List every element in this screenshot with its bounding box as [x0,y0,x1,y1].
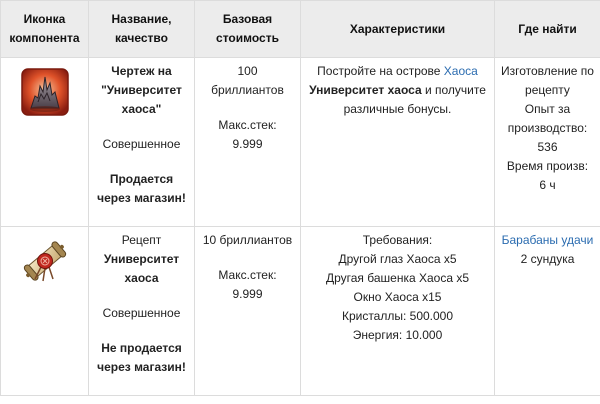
header-where: Где найти [495,1,600,58]
header-name: Название, качество [89,1,195,58]
item-name: Чертеж на "Университет хаоса" [101,64,182,116]
item-name: Университет хаоса [103,252,180,285]
features-cell [301,227,495,396]
where-cell [495,227,600,396]
requirement-item: Энергия: 10.000 [352,328,443,342]
fortune-drums-link[interactable]: Барабаны удачи [501,233,594,247]
header-row [1,1,600,58]
shop-status: Не продается через магазин! [97,341,186,374]
item-type: Рецепт [121,233,162,247]
building-name: Университет хаоса [309,83,422,97]
features-text-end: и получите различные бонусы. [343,83,486,116]
base-cost: 100 бриллиантов [211,64,284,97]
where-text: 2 сундука [520,252,575,266]
xp-label: Опыт за производство: [507,102,588,135]
stack-value: 9.999 [232,137,263,151]
requirement-item: Окно Хаоса x15 [353,290,442,304]
time-value: 6 ч [539,178,556,192]
requirement-item: Другая башенка Хаоса x5 [325,271,470,285]
item-quality: Совершенное [102,306,181,320]
where-source: Изготовление по рецепту [501,64,594,97]
cost-cell [195,58,301,227]
header-cost: Базовая стоимость [195,1,301,58]
stack-value: 9.999 [232,287,263,301]
features-text: Постройте на острове [317,64,444,78]
requirements-title: Требования: [362,233,433,247]
requirement-item: Другой глаз Хаоса x5 [338,252,457,266]
header-icon: Иконка компонента [1,1,89,58]
requirement-item: Кристаллы: 500.000 [341,309,454,323]
chaos-university-blueprint-icon [21,68,69,116]
scroll-recipe-icon [21,237,69,285]
time-label: Время произв: [506,159,589,173]
where-cell [495,58,600,227]
header-features: Характеристики [301,1,495,58]
item-quality: Совершенное [102,137,181,151]
name-cell [89,227,195,396]
table-row [1,227,600,396]
icon-cell [1,58,89,227]
shop-status: Продается через магазин! [97,172,186,205]
features-cell [301,58,495,227]
xp-value: 536 [537,140,558,154]
stack-label: Макс.стек: [218,118,277,132]
name-cell [89,58,195,227]
icon-cell [1,227,89,396]
stack-label: Макс.стек: [218,268,277,282]
table-row [1,58,600,227]
chaos-island-link[interactable]: Хаоса [443,64,478,78]
base-cost: 10 бриллиантов [202,233,293,247]
cost-cell [195,227,301,396]
